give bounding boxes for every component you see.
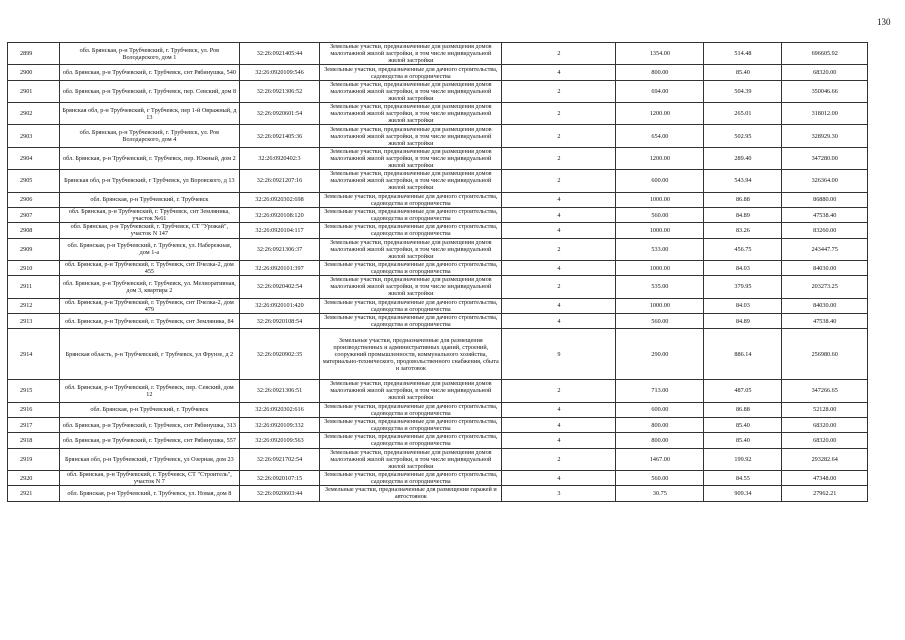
land-use-cell: Земельные участки, предназначенные для дачного строительства, садоводства и огородничества <box>320 207 502 222</box>
area-cell: 800.00 <box>616 417 704 432</box>
land-use-cell: Земельные участки, предназначенные для дачного строительства, садоводства и огородничества <box>320 313 502 328</box>
specific-value-cell: 502.95 <box>704 125 782 147</box>
specific-value-cell: 84.89 <box>704 207 782 222</box>
land-use-cell: Земельные участки, предназначенные для размещения производственных и административных зданий, строений, сооружений промышленности, коммунального хозяйства, материально-технического, продовольственного снабжения, сбыта и заготовок <box>320 329 502 380</box>
table-row <box>8 80 868 102</box>
row-number-cell: 2906 <box>8 192 60 207</box>
specific-value-cell: 886.14 <box>704 329 782 380</box>
specific-value-cell: 265.01 <box>704 103 782 125</box>
area-cell: 1000.00 <box>616 223 704 238</box>
cadastral-number-cell: 32:26:0921306:52 <box>239 80 320 102</box>
table-row <box>8 380 868 402</box>
table-row <box>8 433 868 448</box>
specific-value-cell: 84.55 <box>704 470 782 485</box>
row-number-cell: 2904 <box>8 147 60 169</box>
cadastral-number-cell: 32:26:0920302:616 <box>239 402 320 417</box>
specific-value-cell: 84.03 <box>704 260 782 275</box>
area-cell: 1467.00 <box>616 448 704 470</box>
row-number-cell: 2920 <box>8 470 60 485</box>
address-cell: обл. Брянская, р-н Трубчевский, г. Трубчевск, ул. Новая, дом 8 <box>60 486 240 501</box>
address-cell: обл. Брянская, р-н Трубчевский, г. Трубчевск <box>60 192 240 207</box>
specific-value-cell: 199.92 <box>704 448 782 470</box>
area-cell: 560.00 <box>616 207 704 222</box>
address-cell: обл. Брянская, р-н Трубчевский, г. Трубчевск, пер. Севский, дом 12 <box>60 380 240 402</box>
row-number-cell: 2903 <box>8 125 60 147</box>
land-use-cell: Земельные участки, предназначенные для дачного строительства, садоводства и огородничества <box>320 402 502 417</box>
group-cell: 4 <box>502 470 616 485</box>
land-use-cell: Земельные участки, предназначенные для дачного строительства, садоводства и огородничества <box>320 470 502 485</box>
group-cell: 4 <box>502 313 616 328</box>
table-body <box>8 43 868 502</box>
address-cell: Брянская обл, р-н Трубчевский, г Трубчевск, ул Воровского, д 13 <box>60 170 240 192</box>
address-cell: обл. Брянская, р-н Трубчевский, г. Трубчевск, снт Пчелка-2, дом 455 <box>60 260 240 275</box>
cadastral-number-cell: 32:26:0921306:37 <box>239 238 320 260</box>
specific-value-cell: 85.40 <box>704 65 782 80</box>
specific-value-cell: 909.34 <box>704 486 782 501</box>
group-cell: 2 <box>502 125 616 147</box>
area-cell: 1000.00 <box>616 260 704 275</box>
table-row <box>8 448 868 470</box>
group-cell: 4 <box>502 417 616 432</box>
cadastral-number-cell: 32:26:0921405:36 <box>239 125 320 147</box>
address-cell: обл. Брянская, р-н Трубчевский, г. Трубчевск, снт Земляника, участок №61 <box>60 207 240 222</box>
cadastral-value-cell: 27962.21 <box>782 486 868 501</box>
table-row <box>8 417 868 432</box>
land-use-cell: Земельные участки, предназначенные для дачного строительства, садоводства и огородничества <box>320 417 502 432</box>
table-row <box>8 223 868 238</box>
cadastral-value-cell: 318012.00 <box>782 103 868 125</box>
area-cell: 560.00 <box>616 470 704 485</box>
land-use-cell: Земельные участки, предназначенные для размещения домов малоэтажной жилой застройки, в том числе индивидуальной жилой застройки <box>320 103 502 125</box>
area-cell: 533.00 <box>616 238 704 260</box>
cadastral-value-cell: 347280.00 <box>782 147 868 169</box>
cadastral-number-cell: 32:26:0921702:54 <box>239 448 320 470</box>
cadastral-value-cell: 68320.00 <box>782 433 868 448</box>
cadastral-value-cell: 52128.00 <box>782 402 868 417</box>
address-cell: обл. Брянская, р-н Трубчевский, г. Трубчевск, снт Рябинушка, 557 <box>60 433 240 448</box>
address-cell: обл. Брянская, р-н Трубчевский, г. Трубчевск, пер. Южный, дом 2 <box>60 147 240 169</box>
group-cell: 4 <box>502 260 616 275</box>
table-row <box>8 125 868 147</box>
table-row <box>8 260 868 275</box>
cadastral-value-cell: 47348.00 <box>782 470 868 485</box>
group-cell: 4 <box>502 65 616 80</box>
land-use-cell: Земельные участки, предназначенные для размещения домов малоэтажной жилой застройки, в том числе индивидуальной жилой застройки <box>320 380 502 402</box>
address-cell: Брянская обл, р-н Трубчевский, г Трубчевск, пер 1-й Овражный, д 13 <box>60 103 240 125</box>
address-cell: обл. Брянская, р-н Трубчевский, г. Трубчевск, СТ "Урожай", участок N 147 <box>60 223 240 238</box>
address-cell: обл. Брянская, р-н Трубчевский, г. Трубчевск, СТ "Строитель", участок N 7 <box>60 470 240 485</box>
cadastral-value-cell: 83260.00 <box>782 223 868 238</box>
row-number-cell: 2907 <box>8 207 60 222</box>
cadastral-value-cell: 293282.64 <box>782 448 868 470</box>
area-cell: 600.00 <box>616 170 704 192</box>
cadastral-number-cell: 32:26:0920402:54 <box>239 276 320 298</box>
cadastral-value-table <box>7 42 868 502</box>
table-row <box>8 65 868 80</box>
land-use-cell: Земельные участки, предназначенные для размещения домов малоэтажной жилой застройки, в том числе индивидуальной жилой застройки <box>320 43 502 65</box>
area-cell: 290.00 <box>616 329 704 380</box>
table-row <box>8 402 868 417</box>
area-cell: 1000.00 <box>616 192 704 207</box>
table-row <box>8 170 868 192</box>
row-number-cell: 2912 <box>8 298 60 313</box>
cadastral-value-cell: 86880.00 <box>782 192 868 207</box>
area-cell: 800.00 <box>616 65 704 80</box>
area-cell: 800.00 <box>616 433 704 448</box>
group-cell: 2 <box>502 43 616 65</box>
row-number-cell: 2901 <box>8 80 60 102</box>
table-row <box>8 192 868 207</box>
cadastral-value-cell: 347266.65 <box>782 380 868 402</box>
cadastral-value-cell: 326364.00 <box>782 170 868 192</box>
table-row <box>8 103 868 125</box>
table-row <box>8 298 868 313</box>
table-row <box>8 147 868 169</box>
area-cell: 694.00 <box>616 80 704 102</box>
cadastral-number-cell: 32:26:0920402:3 <box>239 147 320 169</box>
group-cell: 9 <box>502 329 616 380</box>
specific-value-cell: 289.40 <box>704 147 782 169</box>
cadastral-number-cell: 32:26:0920109:332 <box>239 417 320 432</box>
cadastral-number-cell: 32:26:0920109:563 <box>239 433 320 448</box>
table-row <box>8 470 868 485</box>
table-row <box>8 276 868 298</box>
specific-value-cell: 83.26 <box>704 223 782 238</box>
area-cell: 535.00 <box>616 276 704 298</box>
group-cell: 2 <box>502 276 616 298</box>
group-cell: 2 <box>502 380 616 402</box>
land-use-cell: Земельные участки, предназначенные для размещения домов малоэтажной жилой застройки, в том числе индивидуальной жилой застройки <box>320 80 502 102</box>
group-cell: 4 <box>502 298 616 313</box>
row-number-cell: 2899 <box>8 43 60 65</box>
row-number-cell: 2910 <box>8 260 60 275</box>
specific-value-cell: 487.05 <box>704 380 782 402</box>
group-cell: 2 <box>502 170 616 192</box>
address-cell: обл. Брянская, р-н Трубчевский, г. Трубчевск, снт Рябинушка, 313 <box>60 417 240 432</box>
cadastral-number-cell: 32:26:0920603:44 <box>239 486 320 501</box>
land-use-cell: Земельные участки, предназначенные для размещения домов малоэтажной жилой застройки, в том числе индивидуальной жилой застройки <box>320 276 502 298</box>
group-cell: 4 <box>502 207 616 222</box>
land-use-cell: Земельные участки, предназначенные для размещения домов малоэтажной жилой застройки, в том числе индивидуальной жилой застройки <box>320 147 502 169</box>
cadastral-number-cell: 32:26:0920107:15 <box>239 470 320 485</box>
address-cell: обл. Брянская, р-н Трубчевский, г. Трубчевск, пер. Севский, дом 8 <box>60 80 240 102</box>
row-number-cell: 2911 <box>8 276 60 298</box>
cadastral-number-cell: 32:26:0920104:117 <box>239 223 320 238</box>
cadastral-value-cell: 47538.40 <box>782 207 868 222</box>
cadastral-value-cell: 68320.00 <box>782 65 868 80</box>
table-row <box>8 486 868 501</box>
group-cell: 2 <box>502 80 616 102</box>
address-cell: обл. Брянская, р-н Трубчевский, г. Трубчевск, ул. Мелиоративная, дом 3, квартира 2 <box>60 276 240 298</box>
area-cell: 1200.00 <box>616 147 704 169</box>
row-number-cell: 2917 <box>8 417 60 432</box>
cadastral-value-cell: 84030.00 <box>782 298 868 313</box>
address-cell: обл. Брянская, р-н Трубчевский, г. Трубчевск, снт Пчелка-2, дом 479 <box>60 298 240 313</box>
cadastral-value-cell: 203273.25 <box>782 276 868 298</box>
row-number-cell: 2916 <box>8 402 60 417</box>
cadastral-number-cell: 32:26:0920101:397 <box>239 260 320 275</box>
cadastral-value-cell: 328929.30 <box>782 125 868 147</box>
cadastral-number-cell: 32:26:0920101:420 <box>239 298 320 313</box>
row-number-cell: 2914 <box>8 329 60 380</box>
row-number-cell: 2918 <box>8 433 60 448</box>
specific-value-cell: 86.88 <box>704 192 782 207</box>
address-cell: обл. Брянская, р-н Трубчевский, г. Трубчевск <box>60 402 240 417</box>
specific-value-cell: 84.89 <box>704 313 782 328</box>
cadastral-number-cell: 32:26:0920109:546 <box>239 65 320 80</box>
group-cell: 4 <box>502 433 616 448</box>
area-cell: 654.00 <box>616 125 704 147</box>
land-use-cell: Земельные участки, предназначенные для дачного строительства, садоводства и огородничества <box>320 192 502 207</box>
land-use-cell: Земельные участки, предназначенные для размещения домов малоэтажной жилой застройки, в том числе индивидуальной жилой застройки <box>320 238 502 260</box>
cadastral-number-cell: 32:26:0920302:698 <box>239 192 320 207</box>
cadastral-value-cell: 68320.00 <box>782 417 868 432</box>
row-number-cell: 2905 <box>8 170 60 192</box>
row-number-cell: 2908 <box>8 223 60 238</box>
table-row <box>8 238 868 260</box>
address-cell: Брянская обл, р-н Трубчевский, г Трубчевск, ул Озерная, дом 23 <box>60 448 240 470</box>
area-cell: 1200.00 <box>616 103 704 125</box>
cadastral-value-cell: 243447.75 <box>782 238 868 260</box>
specific-value-cell: 504.39 <box>704 80 782 102</box>
row-number-cell: 2921 <box>8 486 60 501</box>
land-use-cell: Земельные участки, предназначенные для дачного строительства, садоводства и огородничества <box>320 260 502 275</box>
table-row <box>8 207 868 222</box>
specific-value-cell: 86.88 <box>704 402 782 417</box>
area-cell: 713.00 <box>616 380 704 402</box>
specific-value-cell: 84.03 <box>704 298 782 313</box>
cadastral-number-cell: 32:26:0920108:54 <box>239 313 320 328</box>
specific-value-cell: 379.95 <box>704 276 782 298</box>
specific-value-cell: 514.48 <box>704 43 782 65</box>
address-cell: обл. Брянская, р-н Трубчевский, г. Трубчевск, снт Рябинушка, 540 <box>60 65 240 80</box>
specific-value-cell: 456.75 <box>704 238 782 260</box>
row-number-cell: 2902 <box>8 103 60 125</box>
land-use-cell: Земельные участки, предназначенные для размещения домов малоэтажной жилой застройки, в том числе индивидуальной жилой застройки <box>320 125 502 147</box>
land-use-cell: Земельные участки, предназначенные для размещения домов малоэтажной жилой застройки, в том числе индивидуальной жилой застройки <box>320 448 502 470</box>
specific-value-cell: 543.94 <box>704 170 782 192</box>
address-cell: Брянская область, р-н Трубчевский, г Трубчевск, ул Фрунзе, д 2 <box>60 329 240 380</box>
cadastral-value-cell: 696605.92 <box>782 43 868 65</box>
group-cell: 2 <box>502 103 616 125</box>
cadastral-value-cell: 84030.00 <box>782 260 868 275</box>
area-cell: 1000.00 <box>616 298 704 313</box>
address-cell: обл. Брянская, р-н Трубчевский, г. Трубчевск, ул. Набережная, дом 1-а <box>60 238 240 260</box>
table-row <box>8 313 868 328</box>
page-number: 130 <box>877 17 891 27</box>
area-cell: 30.75 <box>616 486 704 501</box>
cadastral-number-cell: 32:26:0921207:16 <box>239 170 320 192</box>
land-use-cell: Земельные участки, предназначенные для размещения домов малоэтажной жилой застройки, в том числе индивидуальной жилой застройки <box>320 170 502 192</box>
cadastral-value-cell: 47538.40 <box>782 313 868 328</box>
row-number-cell: 2913 <box>8 313 60 328</box>
land-use-cell: Земельные участки, предназначенные для дачного строительства, садоводства и огородничества <box>320 65 502 80</box>
area-cell: 600.00 <box>616 402 704 417</box>
address-cell: обл. Брянская, р-н Трубчевский, г. Трубчевск, ул. Ров Володарского, дом 4 <box>60 125 240 147</box>
row-number-cell: 2900 <box>8 65 60 80</box>
group-cell: 4 <box>502 192 616 207</box>
cadastral-number-cell: 32:26:0920902:35 <box>239 329 320 380</box>
address-cell: обл. Брянская, р-н Трубчевский, г. Трубчевск, ул. Ров Володарского, дом 1 <box>60 43 240 65</box>
land-use-cell: Земельные участки, предназначенные для размещения гаражей и автостоянок <box>320 486 502 501</box>
cadastral-value-cell: 350046.66 <box>782 80 868 102</box>
cadastral-number-cell: 32:26:0920108:120 <box>239 207 320 222</box>
address-cell: обл. Брянская, р-н Трубчевский, г. Трубчевск, снт Земляника, 84 <box>60 313 240 328</box>
area-cell: 560.00 <box>616 313 704 328</box>
land-use-cell: Земельные участки, предназначенные для дачного строительства, садоводства и огородничества <box>320 433 502 448</box>
table-row <box>8 329 868 380</box>
group-cell: 4 <box>502 223 616 238</box>
row-number-cell: 2919 <box>8 448 60 470</box>
group-cell: 3 <box>502 486 616 501</box>
cadastral-value-cell: 256980.60 <box>782 329 868 380</box>
specific-value-cell: 85.40 <box>704 417 782 432</box>
table-row <box>8 43 868 65</box>
group-cell: 2 <box>502 238 616 260</box>
cadastral-number-cell: 32:26:0921405:44 <box>239 43 320 65</box>
cadastral-number-cell: 32:26:0920601:54 <box>239 103 320 125</box>
specific-value-cell: 85.40 <box>704 433 782 448</box>
area-cell: 1354.00 <box>616 43 704 65</box>
group-cell: 4 <box>502 402 616 417</box>
group-cell: 2 <box>502 448 616 470</box>
land-use-cell: Земельные участки, предназначенные для дачного строительства, садоводства и огородничества <box>320 223 502 238</box>
land-use-cell: Земельные участки, предназначенные для дачного строительства, садоводства и огородничества <box>320 298 502 313</box>
group-cell: 2 <box>502 147 616 169</box>
cadastral-number-cell: 32:26:0921306:51 <box>239 380 320 402</box>
row-number-cell: 2915 <box>8 380 60 402</box>
row-number-cell: 2909 <box>8 238 60 260</box>
